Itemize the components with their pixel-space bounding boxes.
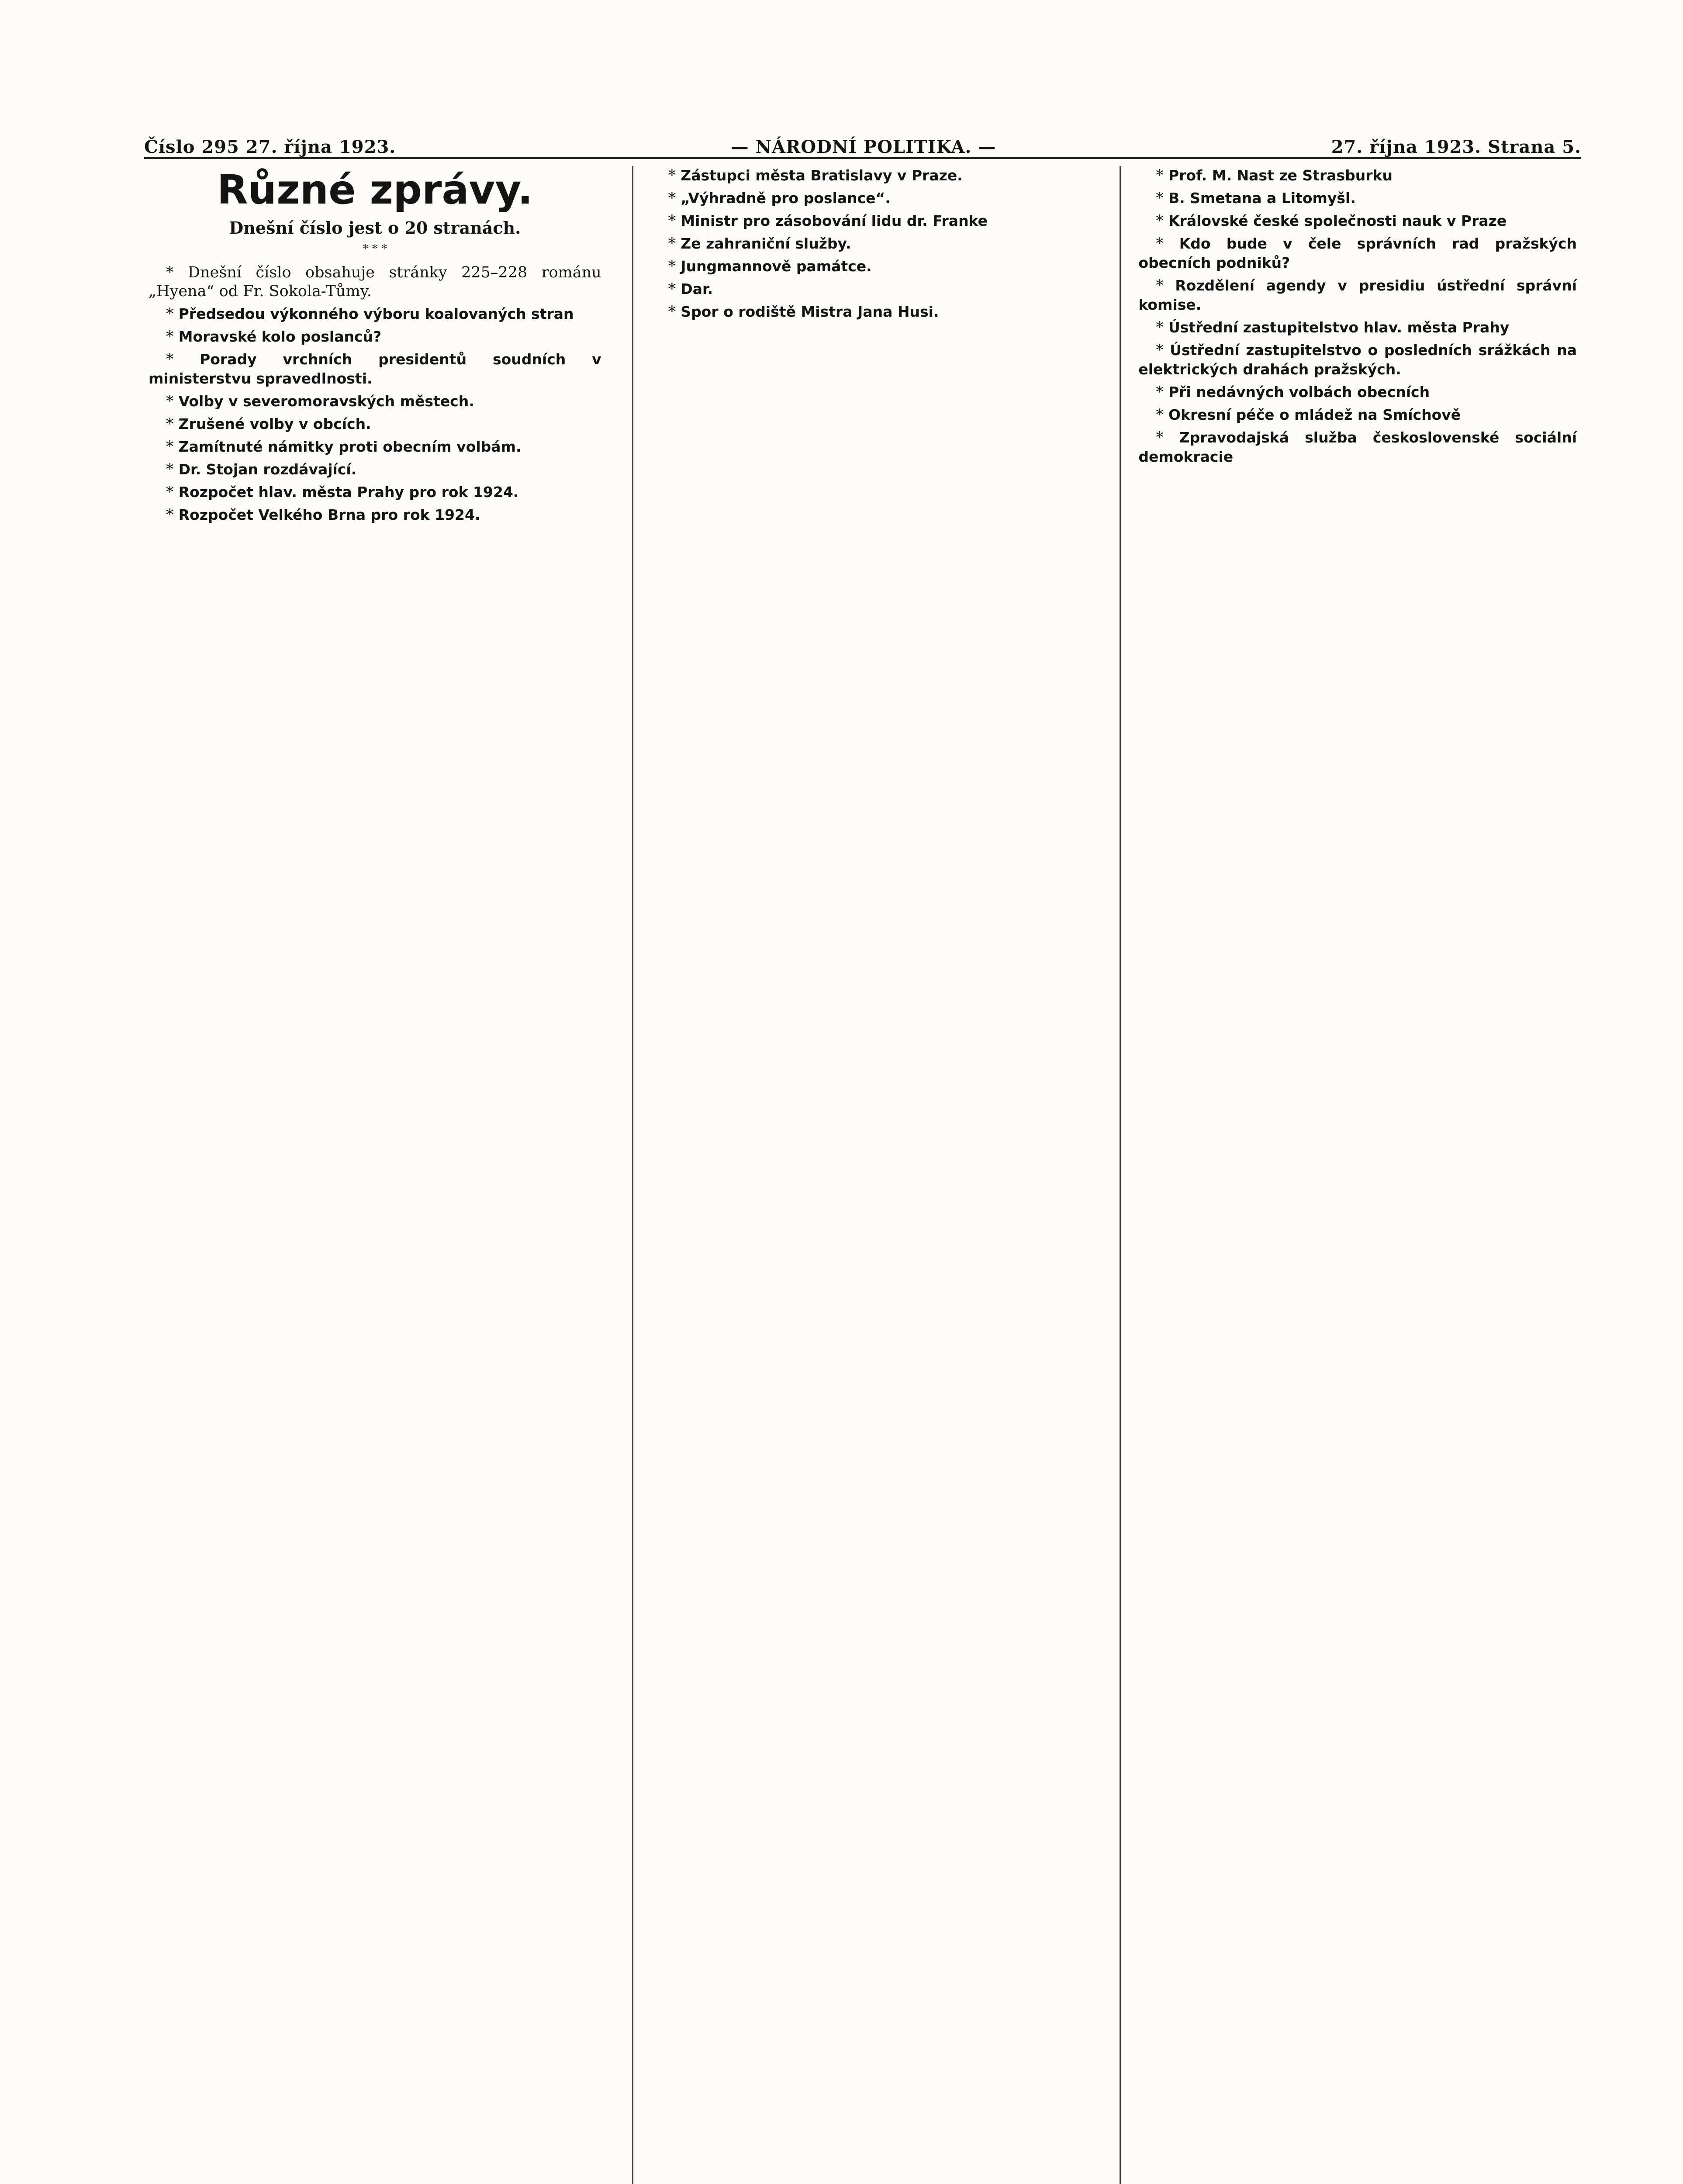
section-title: Různé zprávy. bbox=[217, 166, 533, 213]
news-item: * Spor o rodiště Mistra Jana Husi. bbox=[668, 303, 939, 321]
news-item: * Moravské kolo poslanců? bbox=[166, 328, 382, 346]
news-item-lead: Spor o rodiště Mistra Jana Husi. bbox=[681, 303, 939, 320]
news-item-lead: Zpravodajská služba československé sociální demokracie bbox=[1138, 429, 1577, 465]
news-item: * Rozdělení agendy v presidiu ústřední správní komise. bbox=[1138, 277, 1577, 313]
news-item-lead: Královské české společnosti nauk v Praze bbox=[1168, 212, 1507, 229]
header-page-number: 27. října 1923. Strana 5. bbox=[1331, 137, 1581, 157]
news-item: * B. Smetana a Litomyšl. bbox=[1156, 190, 1356, 207]
news-item-lead: Moravské kolo poslanců? bbox=[178, 328, 382, 345]
header-masthead: — NÁRODNÍ POLITIKA. — bbox=[731, 137, 996, 157]
news-item: * Při nedávných volbách obecních bbox=[1156, 384, 1430, 401]
news-item: * Dar. bbox=[668, 280, 713, 298]
news-item-lead: Dar. bbox=[681, 280, 713, 297]
news-item: * Ministr pro zásobování lidu dr. Franke bbox=[668, 212, 988, 230]
news-item-lead: Rozdělení agendy v presidiu ústřední správní komise. bbox=[1138, 277, 1577, 313]
news-item: * Královské české společnosti nauk v Praze bbox=[1156, 212, 1507, 230]
news-item: * Kdo bude v čele správních rad pražských obecních podniků? bbox=[1138, 235, 1577, 271]
news-item: * Porady vrchních presidentů soudních v ministerstvu spravedlnosti. bbox=[149, 351, 601, 387]
news-item: * Prof. M. Nast ze Strasburku bbox=[1156, 167, 1393, 184]
news-item: * Ústřední zastupitelstvo o posledních srážkách na elektrických drahách pražských. bbox=[1138, 342, 1577, 378]
news-item-lead: Ústřední zastupitelstvo hlav. města Prahy bbox=[1168, 319, 1510, 336]
column-1 bbox=[144, 166, 606, 2184]
news-item-lead: Rozpočet hlav. města Prahy pro rok 1924. bbox=[178, 484, 519, 501]
news-item-lead: Ze zahraniční služby. bbox=[681, 235, 851, 252]
news-item: * Dnešní číslo obsahuje stránky 225–228 románu „Hyena“ od Fr. Sokola-Tůmy. bbox=[149, 264, 601, 300]
news-item: * Ze zahraniční služby. bbox=[668, 235, 851, 252]
news-item-lead: Dr. Stojan rozdávající. bbox=[178, 461, 357, 478]
news-item: * Zrušené volby v obcích. bbox=[166, 415, 371, 433]
news-item-lead: Prof. M. Nast ze Strasburku bbox=[1168, 167, 1393, 184]
news-item-lead: Kdo bude v čele správních rad pražských obecních podniků? bbox=[1138, 235, 1577, 271]
news-item-lead: Předsedou výkonného výboru koalovaných stran bbox=[178, 305, 574, 322]
news-item-lead: B. Smetana a Litomyšl. bbox=[1168, 190, 1356, 207]
news-item-lead: Jungmannově památce. bbox=[681, 258, 872, 275]
news-item-lead: Okresní péče o mládež na Smíchově bbox=[1168, 406, 1461, 423]
news-item-lead: Zamítnuté námitky proti obecním volbám. bbox=[178, 438, 522, 455]
page-header bbox=[144, 122, 1581, 159]
article-columns bbox=[144, 166, 1581, 2184]
news-item: * „Výhradně pro poslance“. bbox=[668, 190, 891, 207]
news-item-lead: Porady vrchních presidentů soudních v ministerstvu spravedlnosti. bbox=[149, 351, 601, 387]
section-divider: * * * bbox=[363, 242, 387, 256]
news-item-lead: Rozpočet Velkého Brna pro rok 1924. bbox=[178, 506, 480, 523]
news-item: * Dr. Stojan rozdávající. bbox=[166, 461, 357, 478]
news-item-lead: Volby v severomoravských městech. bbox=[178, 393, 474, 410]
news-item: * Ústřední zastupitelstvo hlav. města Prahy bbox=[1156, 319, 1510, 336]
news-item-lead: Zrušené volby v obcích. bbox=[178, 415, 371, 432]
news-item: * Předsedou výkonného výboru koalovaných stran bbox=[166, 305, 574, 323]
section-subtitle: Dnešní číslo jest o 20 stranách. bbox=[229, 218, 521, 238]
column-3 bbox=[1120, 166, 1581, 2184]
news-item: * Jungmannově památce. bbox=[668, 258, 872, 275]
news-item: * Rozpočet hlav. města Prahy pro rok 1924. bbox=[166, 484, 519, 501]
column-2 bbox=[632, 166, 1094, 2184]
news-item-lead: Zástupci města Bratislavy v Praze. bbox=[681, 167, 963, 184]
news-item-lead: Ministr pro zásobování lidu dr. Franke bbox=[681, 212, 988, 229]
news-item: * Zamítnuté námitky proti obecním volbám. bbox=[166, 438, 522, 456]
news-item: * Rozpočet Velkého Brna pro rok 1924. bbox=[166, 506, 480, 524]
news-item-lead: Při nedávných volbách obecních bbox=[1168, 384, 1430, 401]
news-item-lead: Ústřední zastupitelstvo o posledních srážkách na elektrických drahách pražských. bbox=[1138, 342, 1577, 378]
news-item: * Volby v severomoravských městech. bbox=[166, 393, 474, 410]
news-item: * Zpravodajská služba československé sociální demokracie bbox=[1138, 429, 1577, 465]
news-item: * Zástupci města Bratislavy v Praze. bbox=[668, 167, 963, 184]
news-item-body: Dnešní číslo obsahuje stránky 225–228 románu „Hyena“ od Fr. Sokola-Tůmy. bbox=[149, 264, 601, 300]
news-item-lead: „Výhradně pro poslance“. bbox=[681, 190, 891, 207]
news-item: * Okresní péče o mládež na Smíchově bbox=[1156, 406, 1461, 424]
header-issue-date: Číslo 295 27. října 1923. bbox=[144, 137, 396, 157]
